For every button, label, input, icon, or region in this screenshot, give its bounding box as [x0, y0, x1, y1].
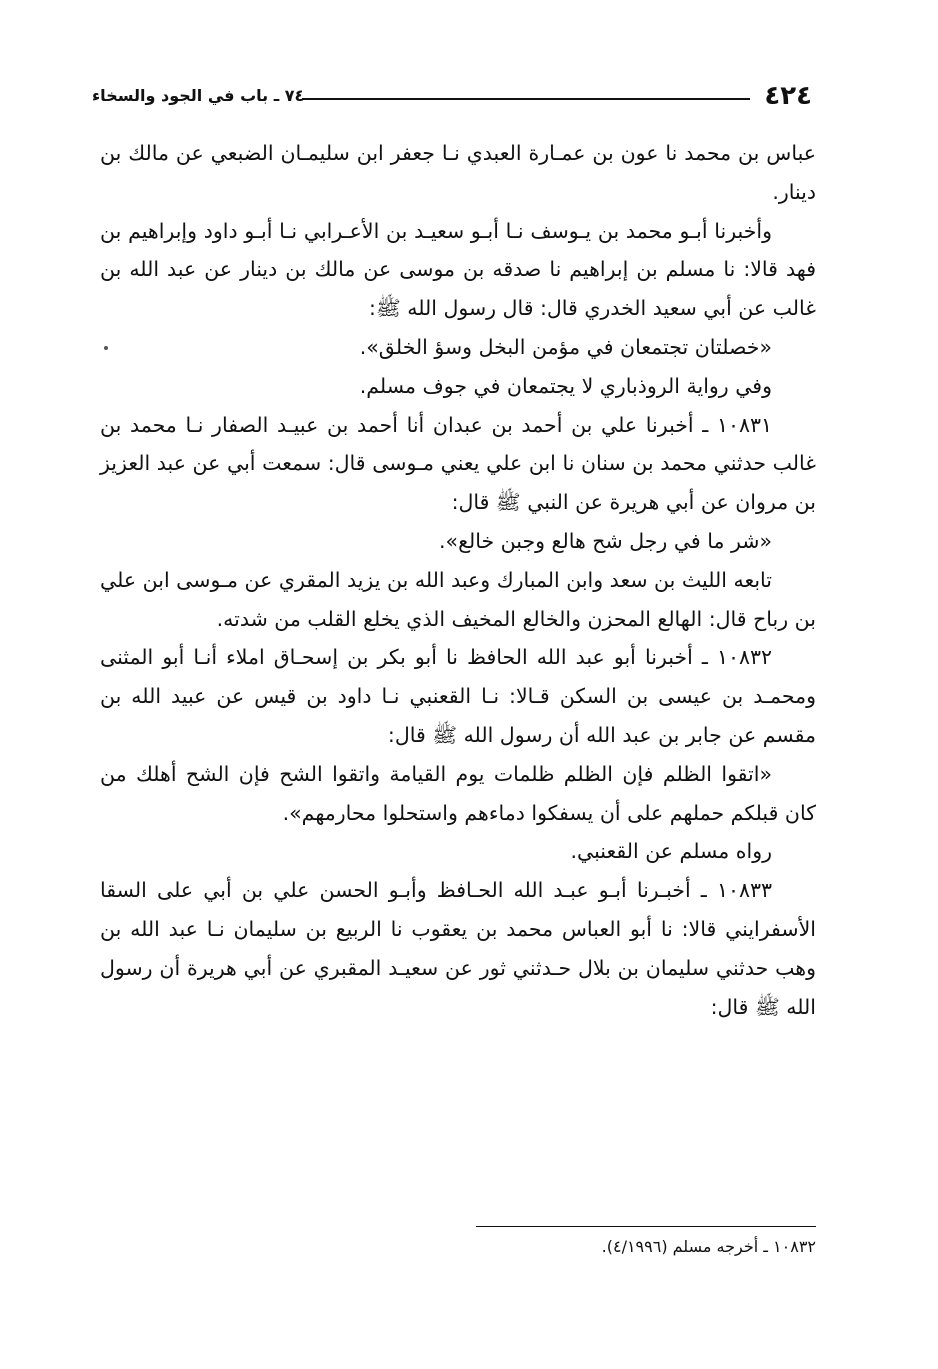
hadith-entry: ١٠٨٣١ ـ أخبرنا علي بن أحمد بن عبدان أنا أحمد بن عبيـد الصفار نـا محمد بن غالب حدثني محمد بن سنان نا ابن علي يعني مـوسى قال: سمعت أبي عن عبد العزيز بن مروان عن أبي هريرة عن النبي ﷺ قال:	[100, 412, 816, 515]
paragraph: وأخبرنا أبـو محمد بن يـوسف نـا أبـو سعيـد بن الأعـرابي نـا أبـو داود وإبراهيم بن فهد قالا: نا مسلم بن إبراهيم نا صدقه بن موسى عن مالك بن دينار عن عبد الله بن غالب عن أبي سعيد الخدري قال: قال رسول الله ﷺ:	[100, 218, 816, 321]
paragraph: رواه مسلم عن القعنبي.	[570, 839, 772, 864]
paragraph: وفي رواية الروذباري لا يجتمعان في جوف مسلم.	[359, 373, 772, 398]
body-text	[100, 134, 816, 1026]
scan-speck	[104, 346, 108, 350]
footnote-separator	[476, 1226, 816, 1227]
chapter-title: ٧٤ ـ باب في الجود والسخاء	[92, 86, 305, 105]
hadith-entry: ١٠٨٣٢ ـ أخبرنا أبو عبد الله الحافظ نا أبو بكر بن إسحـاق املاء أنـا أبو المثنى ومحمـد بن عيسى بن السكن قـالا: نـا القعنبي نـا داود بن قيس عن عبيد الله بن مقسم عن جابر بن عبد الله أن رسول الله ﷺ قال:	[100, 645, 816, 747]
hadith-entry: ١٠٨٣٣ ـ أخبـرنا أبـو عبـد الله الحـافظ وأبـو الحسن علي بن أبي على السقا الأسفرايني قالا: نا أبو العباس محمد بن يعقوب نا الربيع بن سليمان نـا عبد الله بن وهب حدثني سليمان بن بلال حـدثني ثور عن سعيـد المقبري عن أبي هريرة أن رسول الله ﷺ قال:	[100, 878, 816, 1019]
header-rule	[302, 98, 750, 100]
hadith-quote: «خصلتان تجتمعان في مؤمن البخل وسؤ الخلق».	[359, 334, 772, 359]
hadith-quote: «شر ما في رجل شح هالع وجبن خالع».	[439, 528, 772, 553]
page-header	[92, 78, 812, 118]
footnote: ١٠٨٣٢ ـ أخرجه مسلم (٤/١٩٩٦).	[601, 1237, 816, 1256]
hadith-quote: «اتقوا الظلم فإن الظلم ظلمات يوم القيامة واتقوا الشح فإن الشح أهلك من كان قبلكم حملهم على أن يسفكوا دماءهم واستحلوا محارمهم».	[100, 761, 816, 825]
paragraph: تابعه الليث بن سعد وابن المبارك وعبد الله بن يزيد المقري عن مـوسى ابن علي بن رباح قال: الهالع المحزن والخالع المخيف الذي يخلع القلب من شدته.	[100, 567, 816, 631]
paragraph: عباس بن محمد نا عون بن عمـارة العبدي نـا جعفر ابن سليمـان الضبعي عن مالك بن دينار.	[100, 141, 816, 204]
page-number: ٤٢٤	[764, 81, 812, 111]
